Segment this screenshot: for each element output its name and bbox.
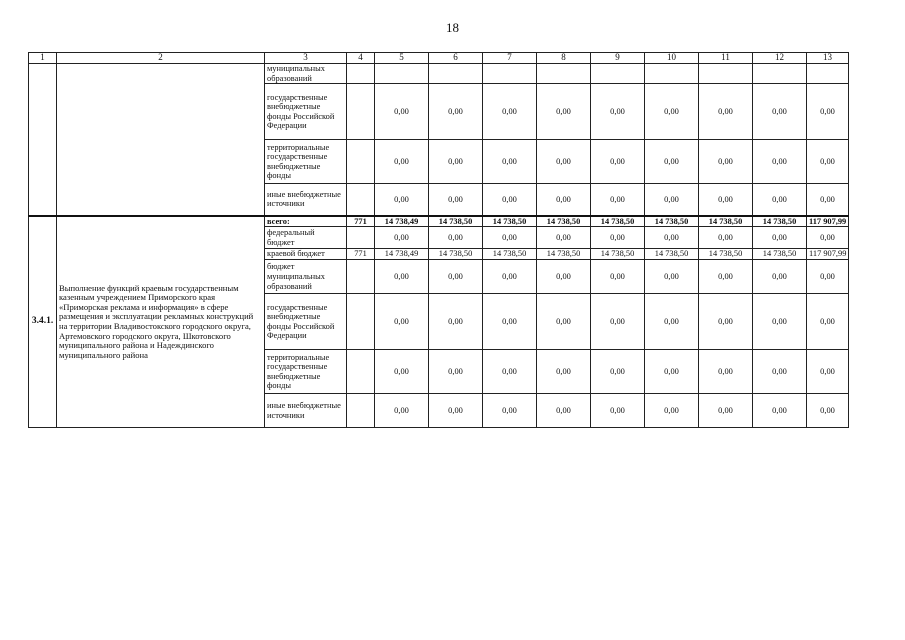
budget-code (347, 260, 375, 294)
budget-code (347, 140, 375, 184)
year-value: 0,00 (375, 227, 429, 249)
year-value: 0,00 (483, 294, 537, 350)
year-value: 0,00 (429, 184, 483, 216)
year-value: 0,00 (753, 394, 807, 428)
total-value: 0,00 (807, 184, 849, 216)
year-value: 0,00 (645, 227, 699, 249)
total-value: 0,00 (807, 260, 849, 294)
column-header: 7 (483, 53, 537, 64)
year-value: 0,00 (375, 350, 429, 394)
funding-source: муниципальных образований (265, 64, 347, 84)
total-value: 0,00 (807, 227, 849, 249)
year-value: 14 738,50 (537, 216, 591, 227)
year-value (645, 64, 699, 84)
year-value: 0,00 (375, 184, 429, 216)
year-value: 0,00 (699, 260, 753, 294)
year-value: 0,00 (753, 227, 807, 249)
budget-code (347, 394, 375, 428)
column-header: 3 (265, 53, 347, 64)
year-value: 0,00 (645, 84, 699, 140)
year-value: 14 738,50 (699, 249, 753, 260)
year-value: 0,00 (429, 84, 483, 140)
year-value: 0,00 (429, 394, 483, 428)
page-number: 18 (446, 20, 459, 35)
column-header: 12 (753, 53, 807, 64)
year-value: 0,00 (429, 140, 483, 184)
year-value: 0,00 (537, 294, 591, 350)
budget-code (347, 64, 375, 84)
year-value: 0,00 (537, 350, 591, 394)
year-value: 0,00 (645, 394, 699, 428)
year-value: 0,00 (753, 294, 807, 350)
year-value: 0,00 (645, 140, 699, 184)
year-value: 0,00 (537, 227, 591, 249)
total-value (807, 64, 849, 84)
year-value: 14 738,50 (645, 216, 699, 227)
year-value: 0,00 (483, 227, 537, 249)
year-value: 0,00 (699, 294, 753, 350)
year-value: 14 738,50 (429, 249, 483, 260)
year-value: 0,00 (537, 140, 591, 184)
year-value: 0,00 (591, 227, 645, 249)
year-value: 0,00 (591, 350, 645, 394)
budget-code (347, 294, 375, 350)
year-value: 0,00 (483, 140, 537, 184)
total-value: 0,00 (807, 84, 849, 140)
year-value: 0,00 (591, 140, 645, 184)
year-value: 14 738,50 (753, 216, 807, 227)
year-value: 0,00 (375, 394, 429, 428)
year-value: 0,00 (483, 260, 537, 294)
year-value: 14 738,50 (699, 216, 753, 227)
year-value (483, 64, 537, 84)
year-value: 0,00 (429, 350, 483, 394)
year-value: 0,00 (645, 184, 699, 216)
year-value: 0,00 (429, 260, 483, 294)
year-value: 0,00 (591, 184, 645, 216)
funding-source: территориальные государственные внебюджетные фонды (265, 350, 347, 394)
budget-code (347, 350, 375, 394)
year-value: 14 738,50 (429, 216, 483, 227)
item-description: Выполнение функций краевым государственным казенным учреждением Приморского края «Приморская реклама и информация» в сфере размещения и эксплуатации рекламных конструкций на территории Владивостокского городского округа, Артемовского городского округа, Шкотовского муниципального района и Надеждинского муниципального района (57, 216, 265, 428)
year-value: 0,00 (753, 140, 807, 184)
year-value: 0,00 (699, 140, 753, 184)
funding-source: иные внебюджетные источники (265, 184, 347, 216)
year-value: 0,00 (753, 260, 807, 294)
funding-source: государственные внебюджетные фонды Российской Федерации (265, 294, 347, 350)
year-value: 0,00 (699, 394, 753, 428)
year-value: 0,00 (591, 260, 645, 294)
year-value: 0,00 (699, 184, 753, 216)
budget-code (347, 227, 375, 249)
year-value: 14 738,49 (375, 216, 429, 227)
column-header: 10 (645, 53, 699, 64)
year-value: 0,00 (645, 350, 699, 394)
funding-source: бюджет муниципальных образований (265, 260, 347, 294)
year-value: 14 738,50 (591, 249, 645, 260)
column-header: 9 (591, 53, 645, 64)
column-header: 13 (807, 53, 849, 64)
year-value (537, 64, 591, 84)
total-value: 0,00 (807, 294, 849, 350)
funding-source: всего: (265, 216, 347, 227)
year-value: 0,00 (483, 350, 537, 394)
year-value: 0,00 (483, 184, 537, 216)
item-index: 3.4.1. (29, 216, 57, 428)
column-header: 4 (347, 53, 375, 64)
table-row (29, 216, 849, 227)
year-value: 0,00 (483, 394, 537, 428)
year-value (375, 64, 429, 84)
year-value: 0,00 (645, 294, 699, 350)
funding-source: территориальные государственные внебюджетные фонды (265, 140, 347, 184)
year-value: 0,00 (375, 294, 429, 350)
column-header: 11 (699, 53, 753, 64)
column-header: 5 (375, 53, 429, 64)
year-value: 14 738,50 (483, 216, 537, 227)
year-value: 14 738,50 (753, 249, 807, 260)
table-row (29, 64, 849, 84)
year-value (699, 64, 753, 84)
column-header: 1 (29, 53, 57, 64)
budget-code: 771 (347, 216, 375, 227)
year-value: 0,00 (537, 260, 591, 294)
year-value: 0,00 (591, 394, 645, 428)
funding-source: государственные внебюджетные фонды Российской Федерации (265, 84, 347, 140)
column-header: 8 (537, 53, 591, 64)
total-value: 0,00 (807, 350, 849, 394)
year-value: 0,00 (375, 84, 429, 140)
year-value: 0,00 (591, 294, 645, 350)
year-value (429, 64, 483, 84)
year-value: 0,00 (375, 260, 429, 294)
year-value (591, 64, 645, 84)
budget-code: 771 (347, 249, 375, 260)
year-value: 0,00 (591, 84, 645, 140)
year-value: 14 738,50 (537, 249, 591, 260)
year-value: 14 738,50 (591, 216, 645, 227)
total-value: 117 907,99 (807, 216, 849, 227)
year-value (753, 64, 807, 84)
year-value: 14 738,50 (483, 249, 537, 260)
column-header: 2 (57, 53, 265, 64)
year-value: 0,00 (645, 260, 699, 294)
funding-source: краевой бюджет (265, 249, 347, 260)
total-value: 0,00 (807, 394, 849, 428)
year-value: 0,00 (375, 140, 429, 184)
year-value: 0,00 (537, 394, 591, 428)
year-value: 0,00 (699, 84, 753, 140)
column-header: 6 (429, 53, 483, 64)
year-value: 0,00 (699, 227, 753, 249)
funding-source: федеральный бюджет (265, 227, 347, 249)
budget-code (347, 184, 375, 216)
item-index-cell (29, 64, 57, 216)
total-value: 0,00 (807, 140, 849, 184)
year-value: 14 738,49 (375, 249, 429, 260)
budget-code (347, 84, 375, 140)
item-description-cell (57, 64, 265, 216)
year-value: 14 738,50 (645, 249, 699, 260)
year-value: 0,00 (429, 294, 483, 350)
year-value: 0,00 (753, 84, 807, 140)
header-row (29, 53, 849, 64)
total-value: 117 907,99 (807, 249, 849, 260)
year-value: 0,00 (537, 84, 591, 140)
budget-table (28, 52, 849, 428)
year-value: 0,00 (753, 184, 807, 216)
year-value: 0,00 (429, 227, 483, 249)
year-value: 0,00 (483, 84, 537, 140)
year-value: 0,00 (537, 184, 591, 216)
year-value: 0,00 (753, 350, 807, 394)
funding-source: иные внебюджетные источники (265, 394, 347, 428)
year-value: 0,00 (699, 350, 753, 394)
